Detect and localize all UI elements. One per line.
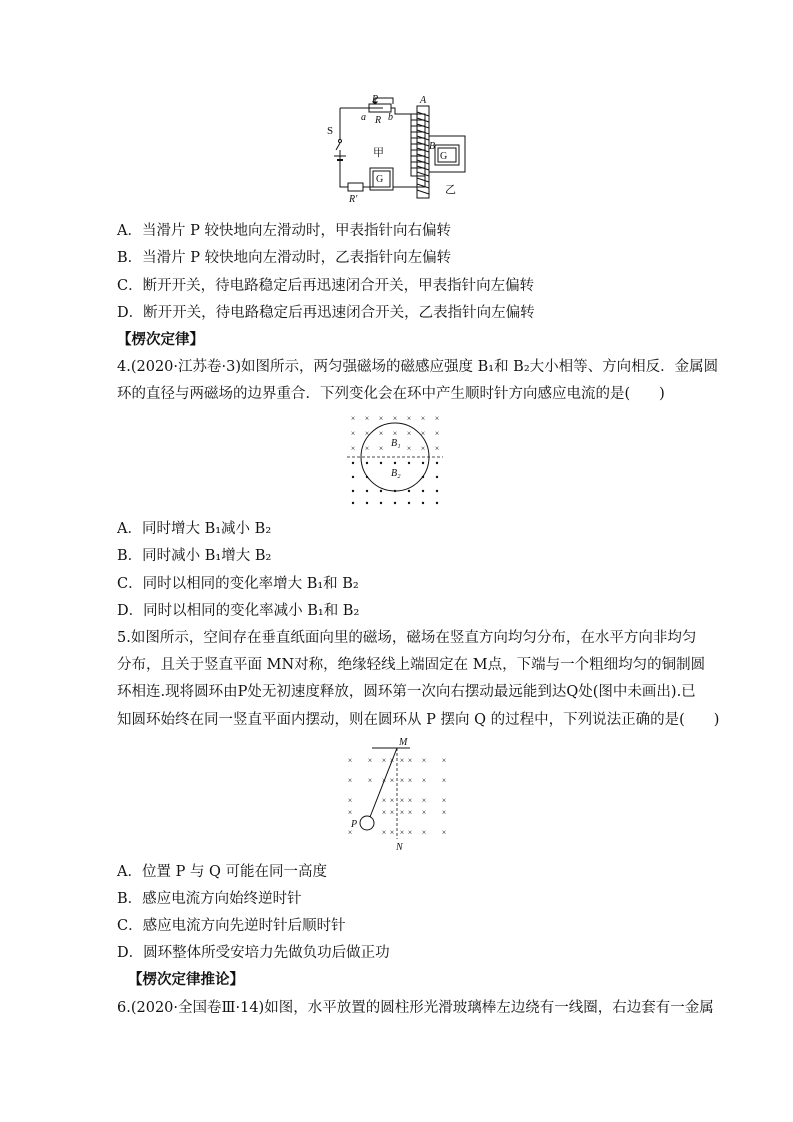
ring-field-figure [345,410,445,506]
label-b: b [388,112,393,123]
q5-option-a: A．位置 P 与 Q 可能在同一高度 [117,864,328,880]
q5-stem-line4: 知圆环始终在同一竖直平面内摆动，则在圆环从 P 摆向 Q 的过程中，下列说法正确的是( ) [117,712,720,728]
label-B2: B₂ [391,468,401,479]
q3-option-a: A．当滑片 P 较快地向左滑动时，甲表指针向右偏转 [117,223,451,239]
label-N: N [396,842,403,853]
svg-text:×: × [399,756,405,765]
q5-option-c: C．感应电流方向先逆时针后顺时针 [117,918,346,934]
svg-text:×: × [399,776,405,785]
svg-text:×: × [421,808,427,817]
q4-option-c: C．同时以相同的变化率增大 B₁和 B₂ [117,576,359,592]
label-S: S [327,125,334,137]
label-jia: 甲 [373,147,384,159]
q5-stem-line1: 5.如图所示，空间存在垂直纸面向里的磁场，磁场在竖直方向均匀分布，在水平方向非均匀 [117,630,697,646]
svg-text:×: × [389,796,395,805]
svg-text:×: × [407,808,413,817]
svg-text:×: × [378,414,384,423]
svg-text:×: × [381,756,387,765]
svg-text:×: × [441,776,447,785]
svg-text:×: × [421,776,427,785]
svg-text:×: × [392,429,398,438]
svg-text:×: × [421,796,427,805]
svg-text:×: × [381,776,387,785]
svg-text:×: × [420,429,426,438]
svg-text:×: × [347,796,353,805]
svg-text:×: × [378,444,384,453]
svg-text:×: × [441,756,447,765]
svg-text:×: × [347,756,353,765]
q4-stem-line1: 4.(2020·江苏卷·3)如图所示，两匀强磁场的磁感应强度 B₁和 B₂大小相等、方向相反．金属圆 [117,359,719,375]
svg-text:×: × [420,414,426,423]
label-P: P [372,94,379,105]
svg-text:×: × [407,756,413,765]
svg-text:×: × [406,444,412,453]
pendulum-ring-figure [340,735,455,853]
svg-text:×: × [347,808,353,817]
svg-text:×: × [434,429,440,438]
svg-text:×: × [407,796,413,805]
svg-text:×: × [434,414,440,423]
label-G2: G [440,151,448,162]
label-M: M [399,737,408,748]
q5-stem-line3: 环相连.现将圆环由P处无初速度释放，圆环第一次向右摆动最远能到达Q处(图中未画出).已 [117,684,696,700]
q3-option-c: C．断开开关，待电路稳定后再迅速闭合开关，甲表指针向左偏转 [117,278,535,294]
svg-text:×: × [407,828,413,837]
q4-option-b: B．同时减小 B₁增大 B₂ [117,548,272,564]
label-P-ring: P [351,819,358,830]
q3-option-b: B．当滑片 P 较快地向左滑动时，乙表指针向左偏转 [117,250,452,266]
svg-text:×: × [399,796,405,805]
svg-text:×: × [350,444,356,453]
section-heading-lenz-corollary: 【楞次定律推论】 [128,971,244,988]
svg-text:×: × [389,756,395,765]
svg-text:×: × [381,808,387,817]
q4-option-a: A．同时增大 B₁减小 B₂ [117,521,272,537]
label-yi: 乙 [445,184,456,196]
svg-text:×: × [406,414,412,423]
svg-text:×: × [441,808,447,817]
label-A: A [420,95,427,106]
svg-text:×: × [441,828,447,837]
label-G1: G [376,174,384,185]
svg-text:×: × [367,776,373,785]
q4-stem-line2: 环的直径与两磁场的边界重合．下列变化会在环中产生顺时针方向感应电流的是( ) [117,386,665,402]
svg-text:×: × [350,414,356,423]
svg-text:×: × [399,808,405,817]
svg-text:×: × [378,429,384,438]
svg-text:×: × [389,828,395,837]
section-heading-lenz: 【楞次定律】 [117,331,204,348]
label-a: a [361,112,366,123]
label-B: B [429,141,436,152]
svg-text:×: × [389,808,395,817]
q5-stem-line2: 分布，且关于竖直平面 MN对称，绝缘轻线上端固定在 M点，下端与一个粗细均匀的铜制圆 [117,657,706,673]
label-Rprime: R′ [349,194,358,204]
svg-text:×: × [389,776,395,785]
svg-text:×: × [392,414,398,423]
svg-text:×: × [407,776,413,785]
svg-text:×: × [434,444,440,453]
q5-option-b: B．感应电流方向始终逆时针 [117,891,302,907]
svg-text:×: × [421,828,427,837]
label-R: R [375,115,382,126]
q3-option-d: D．断开开关，待电路稳定后再迅速闭合开关，乙表指针向左偏转 [117,305,535,321]
svg-text:×: × [364,444,370,453]
svg-text:×: × [347,776,353,785]
svg-text:×: × [347,828,353,837]
svg-text:×: × [381,828,387,837]
svg-text:×: × [420,444,426,453]
q6-stem-line1: 6.(2020·全国卷Ⅲ·14)如图，水平放置的圆柱形光滑玻璃棒左边绕有一线圈，右边套有一金属 [117,1000,714,1016]
circuit-figure [325,92,475,204]
label-B1: B₁ [391,438,401,449]
svg-text:×: × [421,756,427,765]
svg-text:×: × [364,414,370,423]
svg-text:×: × [381,796,387,805]
q4-option-d: D．同时以相同的变化率减小 B₁和 B₂ [117,603,360,619]
svg-text:×: × [364,429,370,438]
svg-text:×: × [441,796,447,805]
q5-option-d: D．圆环整体所受安培力先做负功后做正功 [117,945,390,961]
svg-text:×: × [406,429,412,438]
svg-text:×: × [399,828,405,837]
svg-text:×: × [367,756,373,765]
svg-text:×: × [350,429,356,438]
